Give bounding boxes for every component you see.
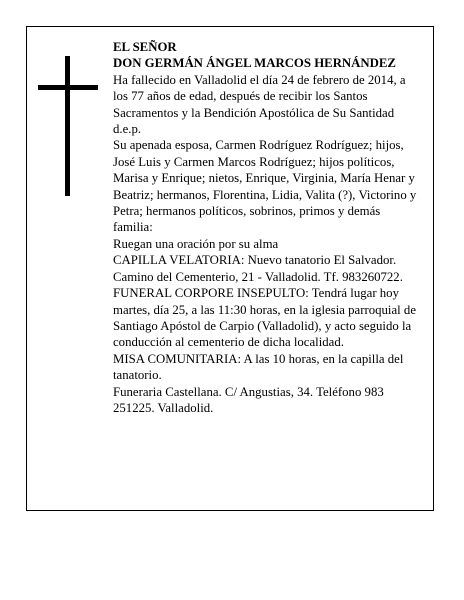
prayer-request: Ruegan una oración por su alma bbox=[113, 236, 279, 251]
cross-horizontal-bar bbox=[38, 85, 98, 90]
deceased-name: DON GERMÁN ÁNGEL MARCOS HERNÁNDEZ bbox=[113, 56, 396, 71]
family-list: Su apenada esposa, Carmen Rodríguez Rodríguez; hijos, José Luis y Carmen Marcos Rodríguez; hijos políticos, Marisa y Enrique; nietos, Enrique, Virginia, María Henar y Beatriz; hermanos, Florentina, Lidia, Valita (?), Victorino y Petra; hermanos políticos, sobrinos, primos y demás familia: bbox=[113, 138, 417, 235]
cross-vertical-bar bbox=[65, 56, 70, 196]
cross-icon bbox=[38, 56, 98, 196]
notice-title: EL SEÑOR bbox=[113, 40, 177, 54]
chapel-info: CAPILLA VELATORIA: Nuevo tanatorio El Salvador. Camino del Cementerio, 21 - Valladolid. Tf. 983260722. bbox=[113, 253, 403, 284]
funeral-info: FUNERAL CORPORE INSEPULTO: Tendrá lugar hoy martes, día 25, a las 11:30 horas, en la iglesia parroquial de Santiago Apóstol de Carpio (Valladolid), y acto seguido la conducción al cementerio de dicha localidad. bbox=[113, 286, 417, 350]
death-announcement: Ha fallecido en Valladolid el día 24 de febrero de 2014, a los 77 años de edad, después de recibir los Santos Sacramentos y la Bendición Apostólica de Su Santidad d.e.p. bbox=[113, 72, 406, 137]
mass-info: MISA COMUNITARIA: A las 10 horas, en la capilla del tanatorio. bbox=[113, 351, 404, 383]
obituary-text bbox=[113, 39, 423, 416]
funeral-home-info: Funeraria Castellana. C/ Angustias, 34. Teléfono 983 251225. Valladolid. bbox=[113, 384, 384, 415]
